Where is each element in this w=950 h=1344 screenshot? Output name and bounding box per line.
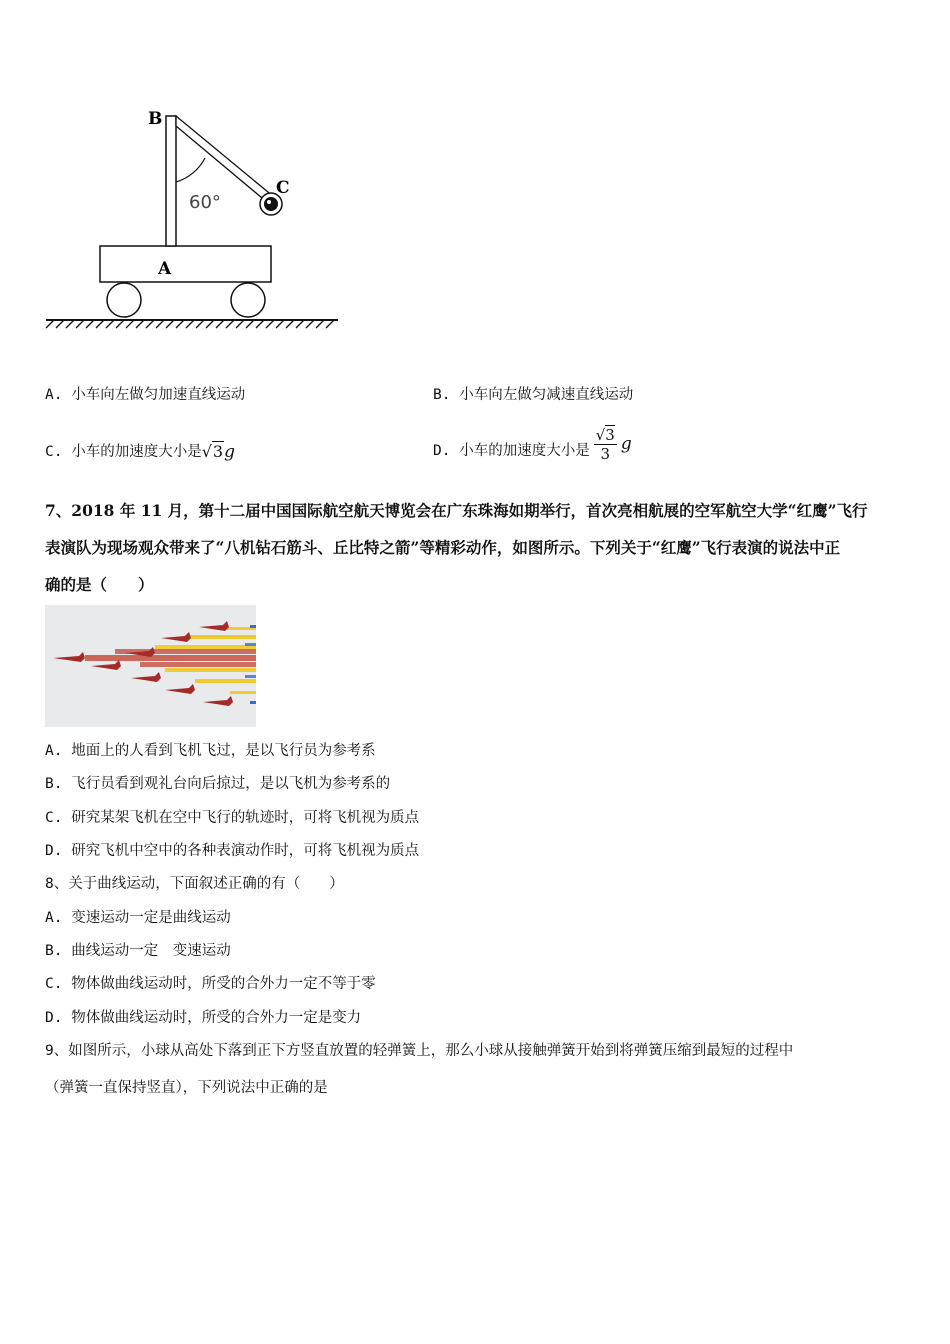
- q8-option-d: D. 物体做曲线运动时，所受的合外力一定是变力: [45, 1010, 362, 1026]
- d-fraction-numerator: √3: [595, 426, 615, 444]
- vertical-post: [166, 116, 176, 246]
- q7-option-a: A. 地面上的人看到飞机飞过，是以飞行员为参考系: [45, 743, 376, 759]
- slanted-rod: [176, 116, 274, 203]
- ground-hatching: [46, 320, 334, 328]
- q7-option-b: B. 飞行员看到观礼台向后掠过，是以飞机为参考系的: [45, 776, 391, 792]
- q8-option-b: B. 曲线运动一定 变速运动: [45, 943, 231, 959]
- q7-line-1: 7、2018 年 11 月，第十二届中国国际航空航天博览会在广东珠海如期举行，首次亮相航展的空军航空大学“红鹰”飞行: [45, 501, 868, 520]
- ball-highlight: [267, 200, 271, 204]
- ball-inner: [264, 197, 278, 211]
- q6-option-d-text: D. 小车的加速度大小是: [433, 443, 590, 459]
- cart-body: [100, 246, 271, 282]
- q6-option-d: [433, 419, 632, 469]
- q7-option-d: D. 研究飞机中空中的各种表演动作时，可将飞机视为质点: [45, 843, 420, 859]
- label-b: B: [148, 109, 163, 129]
- q7-option-c: C. 研究某架飞机在空中飞行的轨迹时，可将飞机视为质点: [45, 810, 420, 826]
- jets-photo: [45, 605, 256, 727]
- q6-option-c-text: C. 小车的加速度大小是: [45, 444, 202, 460]
- sqrt-symbol: √3: [201, 442, 224, 461]
- q9-line-1: 9、如图所示，小球从高处下落到正下方竖直放置的轻弹簧上，那么小球从接触弹簧开始到将弹簧压缩到最短的过程中: [45, 1043, 794, 1059]
- q6-option-a: A. 小车向左做匀加速直线运动: [45, 387, 246, 403]
- c-radicand: 3: [212, 442, 224, 461]
- q8-option-a: A. 变速运动一定是曲线运动: [45, 910, 231, 926]
- label-c: C: [276, 178, 290, 198]
- q6-option-b: B. 小车向左做匀减速直线运动: [433, 387, 634, 403]
- angle-label: 60°: [189, 192, 221, 213]
- d-fraction-denominator: 3: [600, 445, 611, 463]
- c-variable: g: [224, 442, 235, 462]
- cart-figure: [40, 100, 350, 340]
- q7-line-2: 表演队为现场观众带来了“八机钻石筋斗、丘比特之箭”等精彩动作，如图所示。下列关于“红鹰”飞行表演的说法中正: [45, 538, 841, 557]
- d-num-radicand: 3: [605, 426, 615, 444]
- d-fraction: [594, 425, 617, 463]
- q6-option-c: [45, 442, 235, 462]
- d-variable: g: [620, 434, 632, 454]
- wheel-left: [107, 283, 141, 317]
- q9-line-2: （弹簧一直保持竖直），下列说法中正确的是: [45, 1080, 328, 1096]
- angle-arc: [176, 158, 205, 182]
- q8-option-c: C. 物体做曲线运动时，所受的合外力一定不等于零: [45, 976, 376, 992]
- label-a: A: [158, 259, 172, 279]
- q7-line-3: 确的是（ ）: [45, 575, 154, 594]
- wheel-right: [231, 283, 265, 317]
- q8-stem: 8、关于曲线运动，下面叙述正确的有（ ）: [45, 876, 344, 892]
